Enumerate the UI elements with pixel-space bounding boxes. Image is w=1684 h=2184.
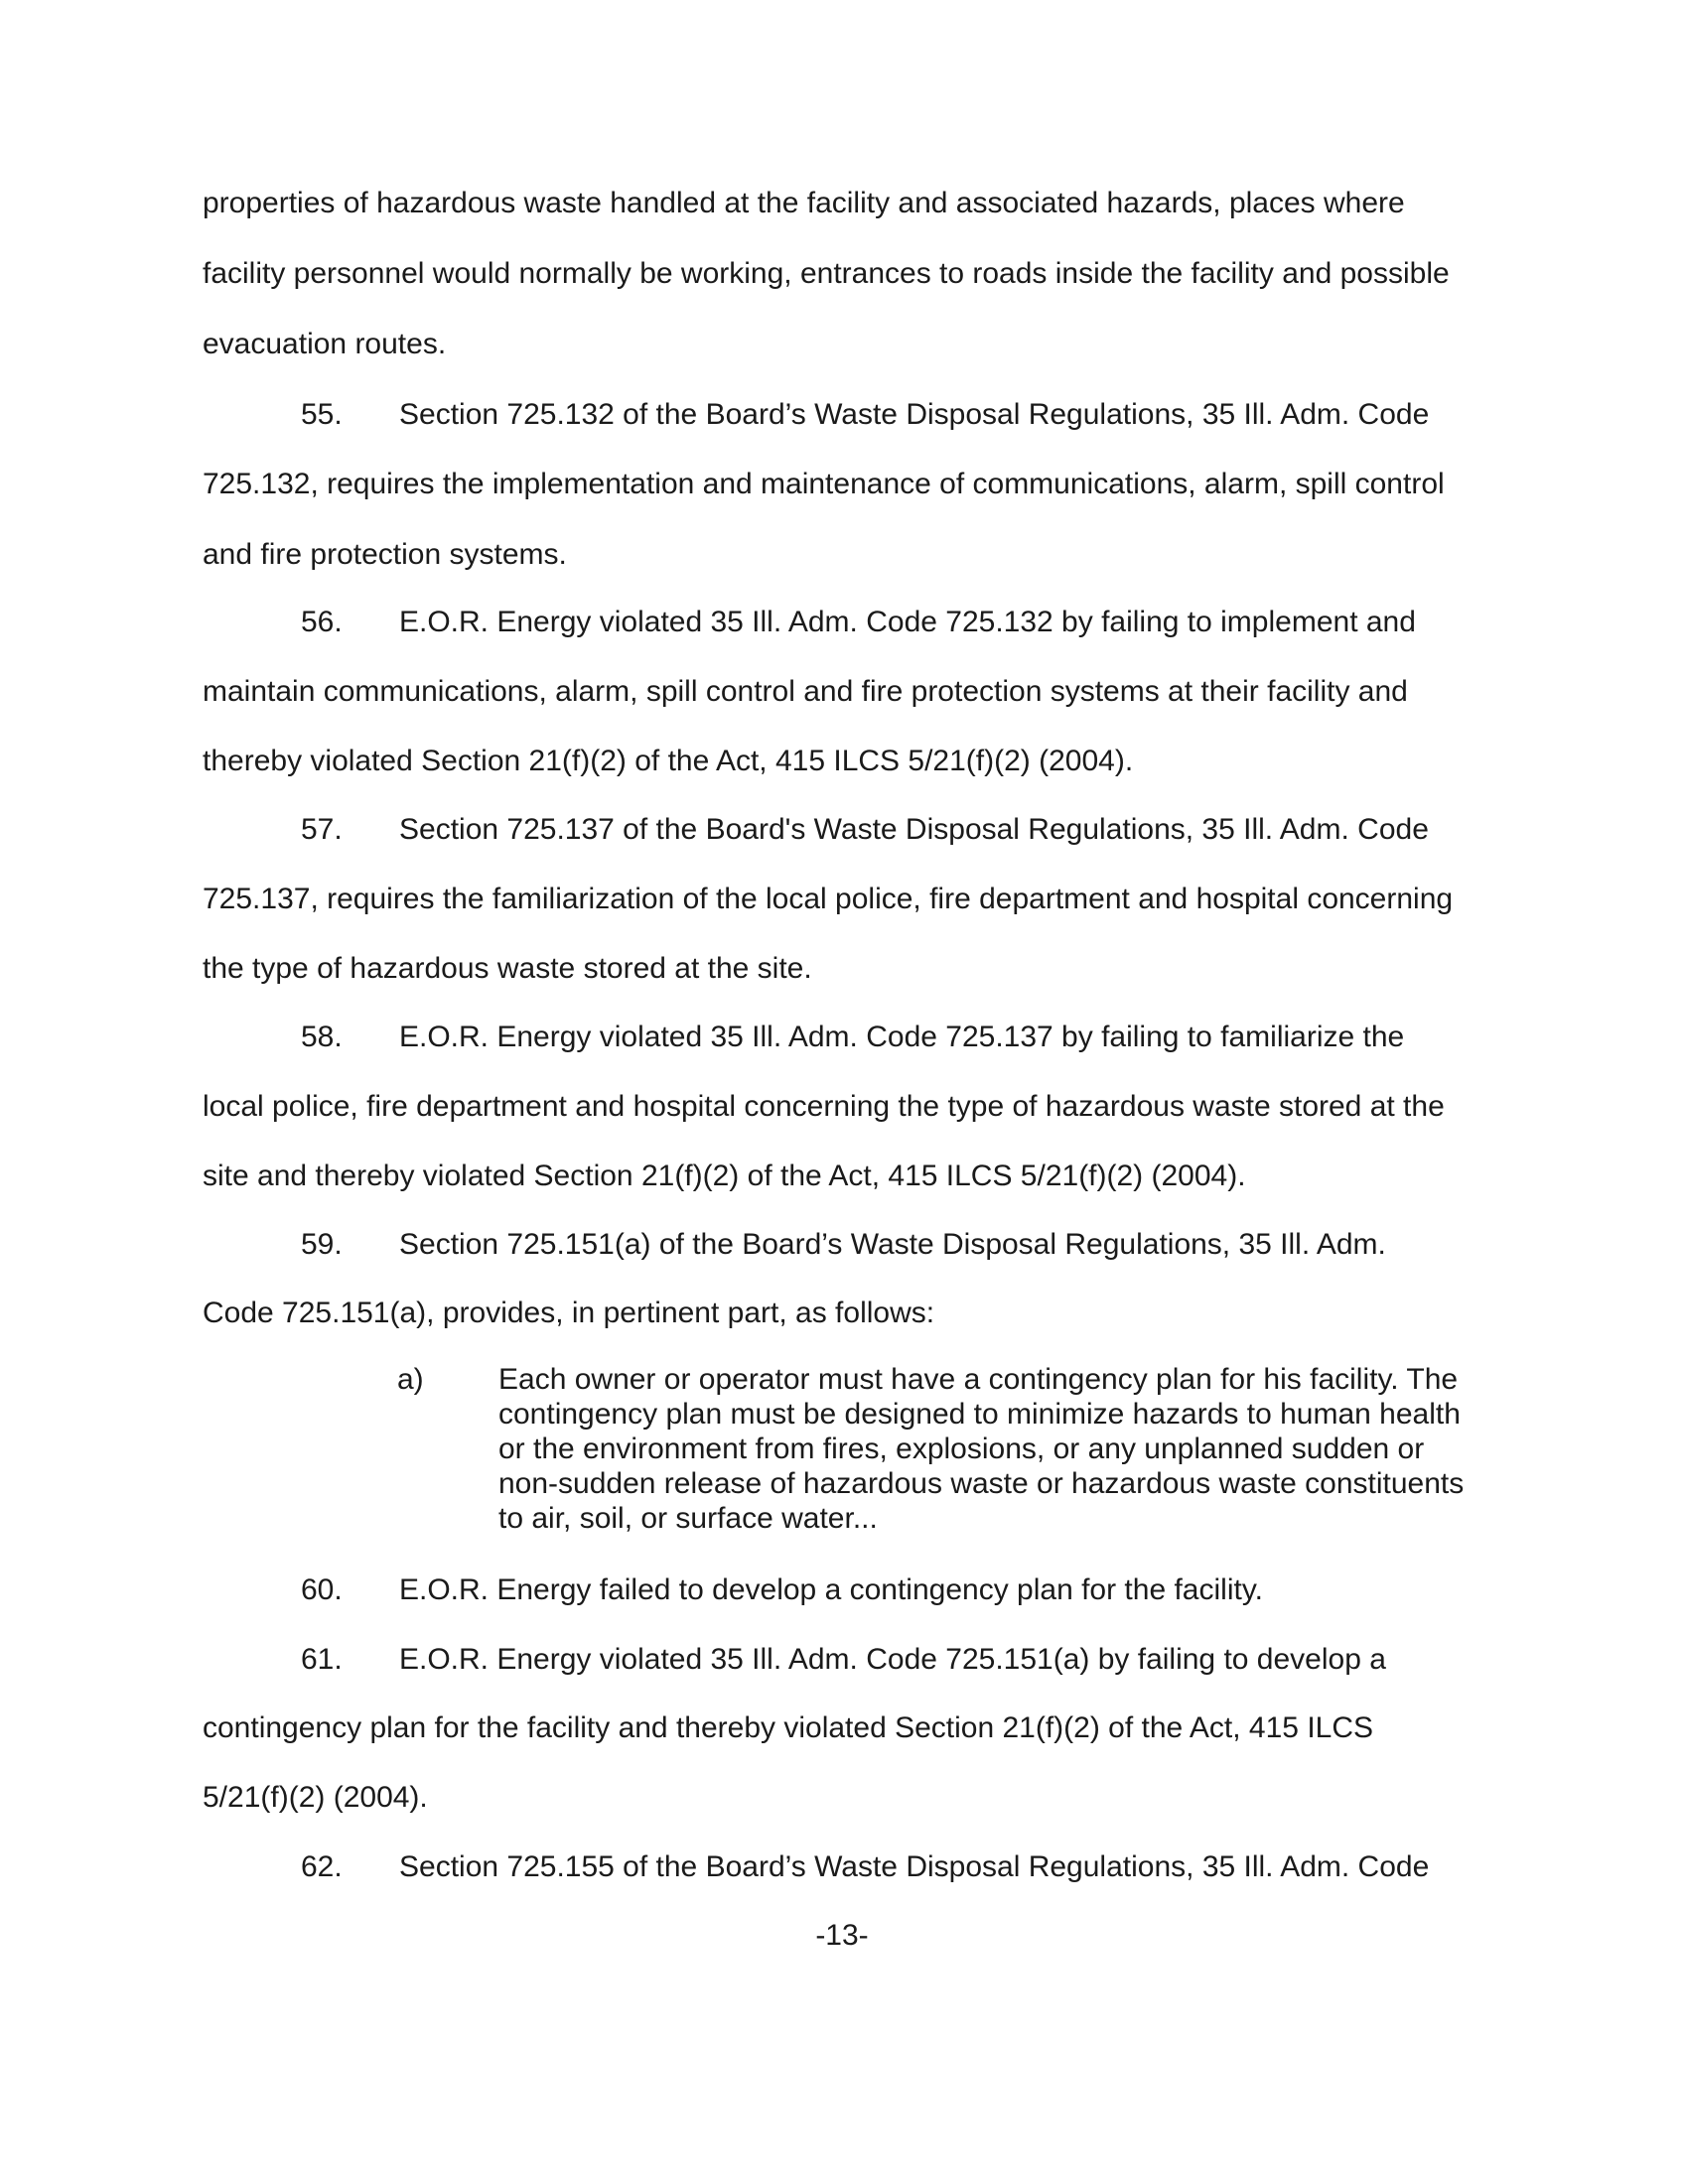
body-line: facility personnel would normally be working, entrances to roads inside the facility and possible	[203, 257, 1450, 290]
paragraph-number: 59.	[301, 1228, 343, 1261]
body-line: Section 725.151(a) of the Board’s Waste Disposal Regulations, 35 Ill. Adm.	[399, 1228, 1386, 1261]
paragraph-number: 61.	[301, 1643, 343, 1676]
body-line: E.O.R. Energy violated 35 Ill. Adm. Code 725.132 by failing to implement and	[399, 606, 1416, 638]
paragraph-number: 60.	[301, 1573, 343, 1606]
quote-line: or the environment from fires, explosions, or any unplanned sudden or	[498, 1433, 1425, 1465]
body-line: 725.137, requires the familiarization of the local police, fire department and hospital concerning	[203, 883, 1454, 915]
body-line: and fire protection systems.	[203, 538, 567, 571]
body-line: Section 725.137 of the Board's Waste Disposal Regulations, 35 Ill. Adm. Code	[399, 813, 1429, 846]
body-line: contingency plan for the facility and thereby violated Section 21(f)(2) of the Act, 415 ILCS	[203, 1711, 1374, 1744]
body-line: maintain communications, alarm, spill control and fire protection systems at their facility and	[203, 675, 1408, 708]
paragraph-number: 62.	[301, 1850, 343, 1883]
body-line: E.O.R. Energy failed to develop a contingency plan for the facility.	[399, 1573, 1263, 1606]
body-line: thereby violated Section 21(f)(2) of the Act, 415 ILCS 5/21(f)(2) (2004).	[203, 745, 1134, 777]
body-line: local police, fire department and hospital concerning the type of hazardous waste stored at the	[203, 1090, 1445, 1123]
body-line: 5/21(f)(2) (2004).	[203, 1781, 428, 1814]
body-line: E.O.R. Energy violated 35 Ill. Adm. Code 725.137 by failing to familiarize the	[399, 1021, 1405, 1053]
quote-line: contingency plan must be designed to minimize hazards to human health	[498, 1398, 1461, 1431]
quote-line: Each owner or operator must have a contingency plan for his facility. The	[498, 1363, 1459, 1396]
body-line: evacuation routes.	[203, 328, 447, 360]
body-line: site and thereby violated Section 21(f)(2) of the Act, 415 ILCS 5/21(f)(2) (2004).	[203, 1160, 1246, 1192]
body-line: the type of hazardous waste stored at the site.	[203, 952, 812, 985]
body-line: Section 725.155 of the Board’s Waste Disposal Regulations, 35 Ill. Adm. Code	[399, 1850, 1430, 1883]
paragraph-number: 57.	[301, 813, 343, 846]
body-line: Section 725.132 of the Board’s Waste Disposal Regulations, 35 Ill. Adm. Code	[399, 398, 1430, 431]
paragraph-number: 58.	[301, 1021, 343, 1053]
body-line: Code 725.151(a), provides, in pertinent part, as follows:	[203, 1297, 935, 1329]
body-line: 725.132, requires the implementation and maintenance of communications, alarm, spill control	[203, 468, 1445, 500]
quote-label: a)	[397, 1363, 424, 1396]
page-number: -13-	[815, 1919, 869, 1952]
body-line: E.O.R. Energy violated 35 Ill. Adm. Code 725.151(a) by failing to develop a	[399, 1643, 1386, 1676]
quote-line: to air, soil, or surface water...	[498, 1502, 878, 1535]
paragraph-number: 56.	[301, 606, 343, 638]
body-line: properties of hazardous waste handled at the facility and associated hazards, places where	[203, 187, 1405, 219]
quote-line: non-sudden release of hazardous waste or hazardous waste constituents	[498, 1467, 1465, 1500]
paragraph-number: 55.	[301, 398, 343, 431]
